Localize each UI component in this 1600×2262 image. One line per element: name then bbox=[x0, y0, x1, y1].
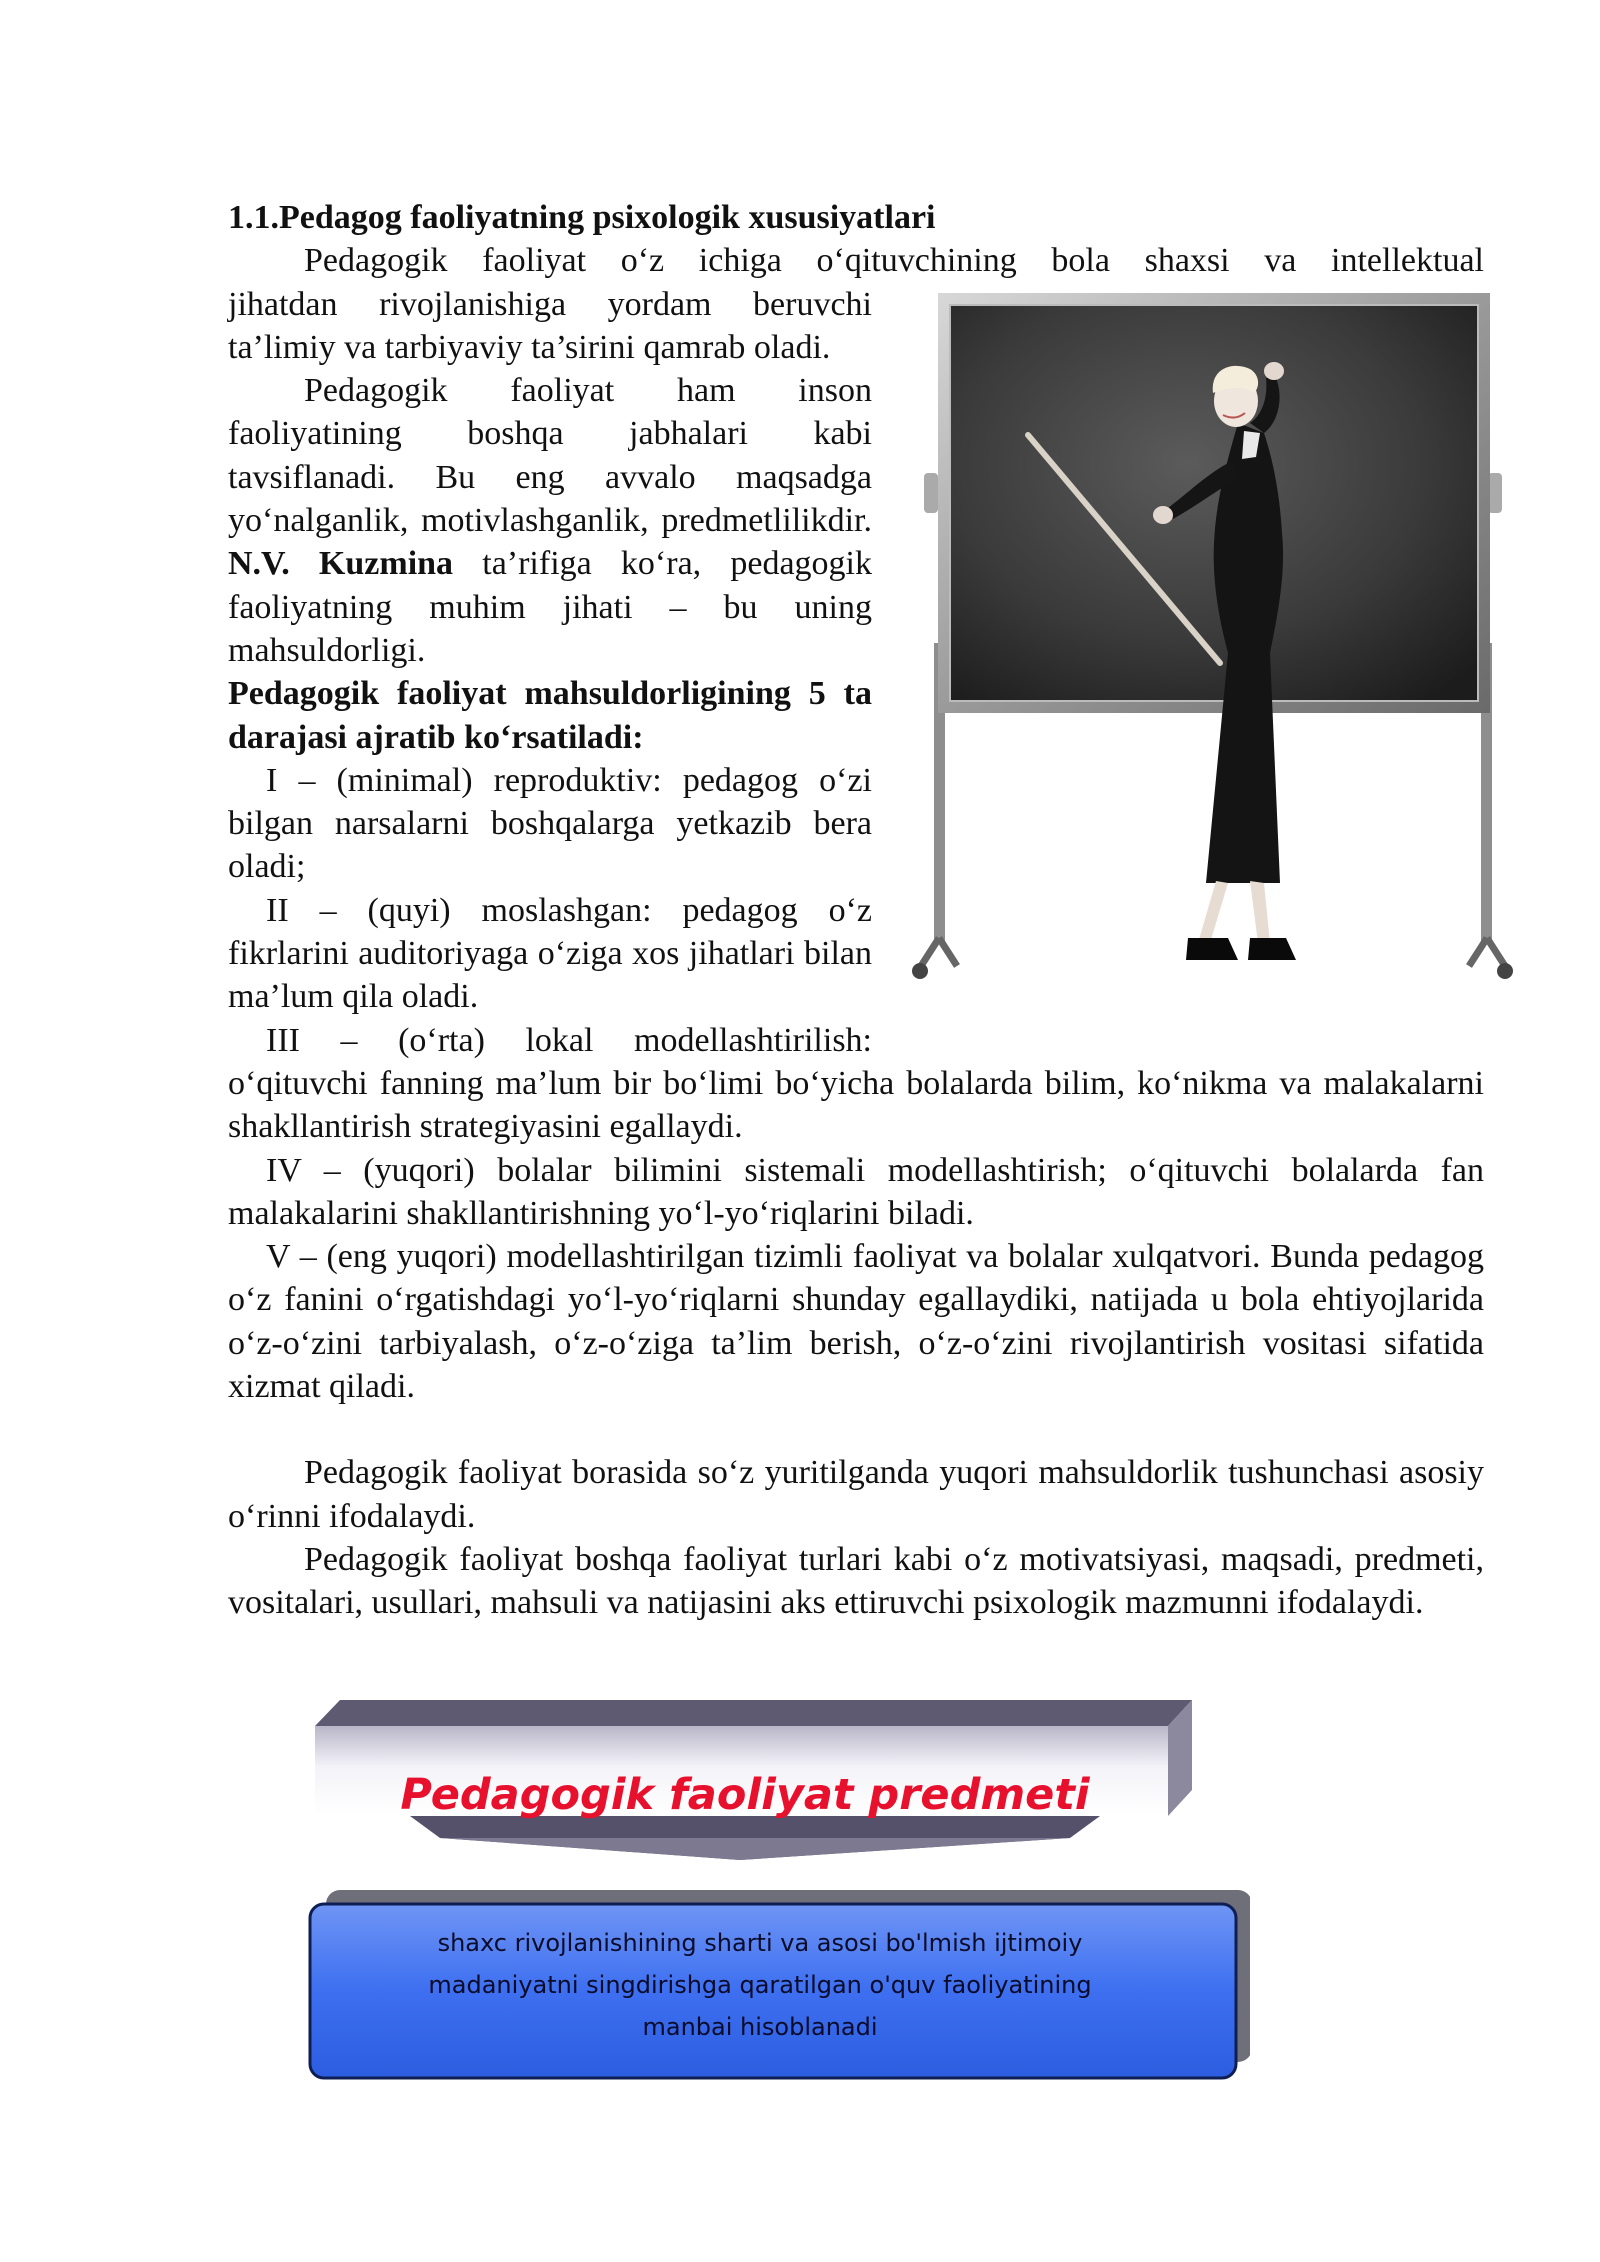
levels-heading: Pedagogik faoliyat mahsuldorligining 5 ta darajasi ajratib ko‘rsatiladi: bbox=[228, 675, 872, 756]
blackboard bbox=[938, 293, 1490, 713]
paragraph-activity-end: ta’rifiga ko‘ra, pedagogik faoliyatning muhim jihati – bu uning mahsuldorligi. bbox=[228, 545, 872, 669]
intro-first-line bbox=[228, 239, 1484, 282]
level-item: II – (quyi) moslashgan: pedagog o‘z fikrlarini auditoriyaga o‘ziga xos jihatlari bilan ma’lum qila oladi. bbox=[228, 891, 872, 1016]
intro-paragraph-rest: jihatdan rivojlanishiga yordam beruvchi ta’limiy va tarbiyaviy ta’sirini qamrab oladi. bbox=[228, 285, 872, 366]
author-name: N.V. Kuzmina bbox=[228, 545, 454, 583]
section-title: 1.1.Pedagog faoliyatning psixologik xususiyatlari bbox=[228, 199, 936, 236]
paragraph-productivity: Pedagogik faoliyat borasida so‘z yuritilganda yuqori mahsuldorlik tushunchasi asosiy o‘rinni ifodalaydi. bbox=[228, 1454, 1484, 1535]
diagram-description-line: shaxc rivojlanishining sharti va asosi bo'lmish ijtimoiy bbox=[437, 1929, 1083, 1957]
page-content bbox=[228, 196, 1484, 1625]
diagram-description bbox=[330, 1922, 1190, 2048]
teacher-blackboard-image bbox=[898, 283, 1534, 1023]
level-item: III – (o‘rta) lokal modellashtirilish: o‘qituvchi fanning ma’lum bir bo‘limi bo‘yicha bolalarda bilim, ko‘nikma va malakalarni shakllantirish strategiyasini egallaydi. bbox=[228, 1021, 1484, 1146]
level-item: I – (minimal) reproduktiv: pedagog o‘zi bilgan narsalarni boshqalarga yetkazib bera oladi; bbox=[228, 761, 872, 886]
paragraph-psychological-content: Pedagogik faoliyat boshqa faoliyat turlari kabi o‘z motivatsiyasi, maqsadi, predmeti, vositalari, usullari, mahsuli va natijasini aks ettiruvchi psixologik mazmunni ifodalaydi. bbox=[228, 1540, 1484, 1622]
level-item: IV – (yuqori) bolalar bilimini sistemali modellashtirish; o‘qituvchi bolalarda fan malakalarini shakllantirishning yo‘l-yo‘riqlarini biladi. bbox=[228, 1151, 1484, 1232]
subject-diagram bbox=[300, 1700, 1250, 2090]
diagram-description-line: madaniyatni singdirishga qaratilgan o'quv faoliyatining bbox=[428, 1971, 1092, 1999]
blank-line bbox=[228, 1408, 1484, 1451]
diagram-banner-title: Pedagogik faoliyat predmeti bbox=[400, 1770, 1090, 1820]
diagram-description-line: manbai hisoblanadi bbox=[642, 2013, 878, 2041]
paragraph-activity-start: Pedagogik faoliyat ham inson faoliyatining boshqa jabhalari kabi tavsiflanadi. Bu eng avvalo maqsadga yo‘nalganlik, motivlashganlik, predmetlilikdir. bbox=[228, 372, 872, 540]
level-item: V – (eng yuqori) modellashtirilgan tizimli faoliyat va bolalar xulqatvori. Bunda pedagog o‘z fanini o‘rgatishdagi yo‘l-yo‘riqlarni shunday egallaydiki, natijada u bola ehtiyojlarida o‘z-o‘zini tarbiyalash, o‘z-o‘ziga ta’lim berish, o‘z-o‘zini rivojlantirish vositasi sifatida xizmat qiladi. bbox=[228, 1238, 1484, 1406]
intro-paragraph-lead: Pedagogik faoliyat o‘z ichiga o‘qituvchining bola shaxsi va intellektual bbox=[304, 242, 1484, 280]
